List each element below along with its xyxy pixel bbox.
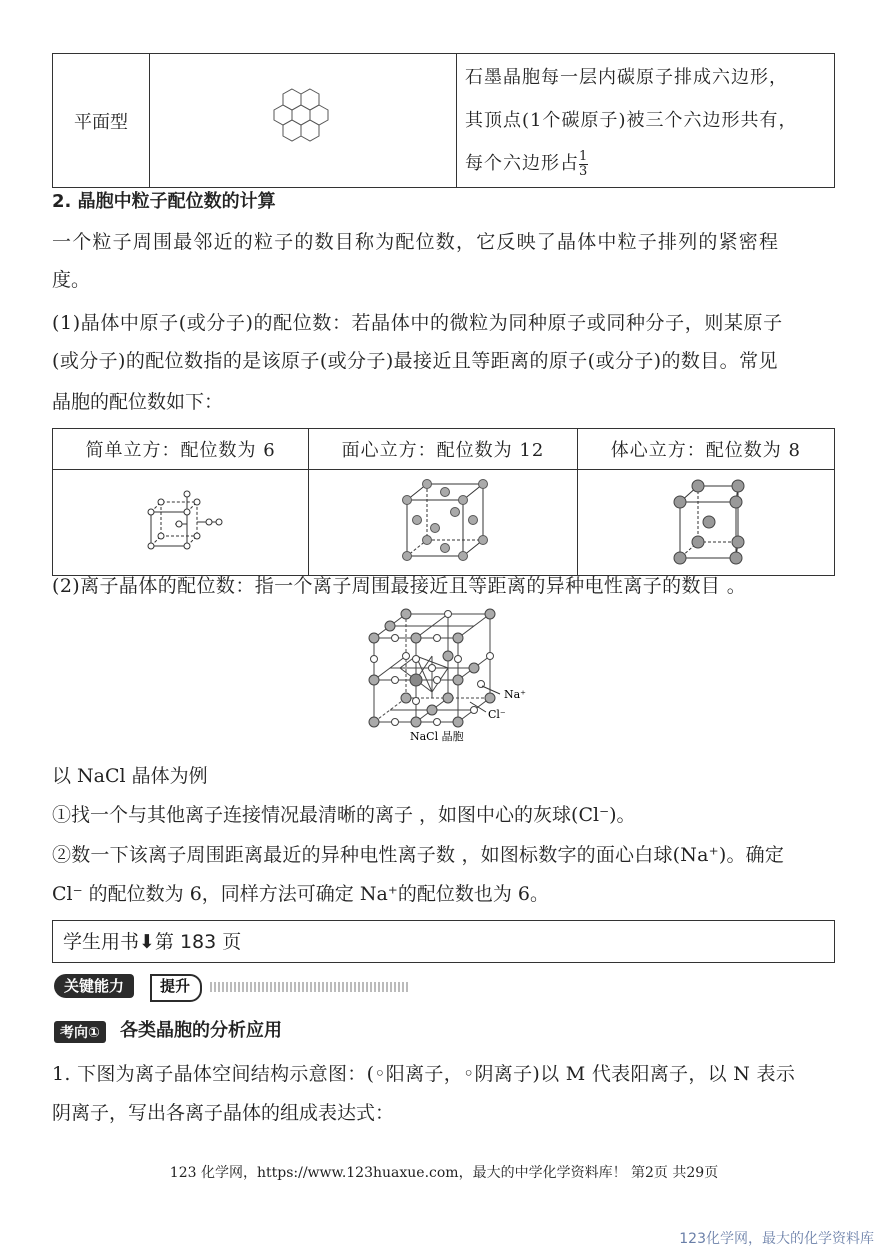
paragraph: ①找一个与其他离子连接情况最清晰的离子 ，如图中心的灰球(Cl⁻)。 — [52, 804, 636, 826]
simple-cubic-figure-cell — [53, 470, 309, 576]
paragraph: (2)离子晶体的配位数：指一个离子周围最接近且等距离的异种电性离子的数目 。 — [52, 575, 747, 597]
dotted-rule — [210, 982, 410, 992]
fcc-header: 面心立方：配位数为 12 — [309, 429, 577, 470]
hexagon — [301, 89, 319, 110]
fcc-figure-cell — [309, 470, 577, 576]
question-text: 阴离子，写出各离子晶体的组成表达式： — [52, 1102, 395, 1124]
simple-cubic-figure — [53, 470, 308, 570]
cl-label: Cl⁻ — [488, 708, 506, 721]
fcc-figure — [309, 470, 576, 570]
na-label: Na⁺ — [504, 688, 526, 701]
watermark: 123化学网，最大的化学资料库 — [679, 1231, 874, 1247]
graphite-hexagon-figure — [150, 54, 456, 183]
topic-title: 各类晶胞的分析应用 — [120, 1020, 282, 1041]
hexagon — [283, 120, 301, 141]
page-footer: 123 化学网，https://www.123huaxue.com，最大的中学化学资料库！ 第2页 共29页 — [169, 1165, 719, 1181]
bcc-figure — [578, 470, 834, 570]
book-reference-box — [52, 920, 835, 963]
section-heading: 2. 晶胞中粒子配位数的计算 — [52, 191, 276, 212]
graphite-table — [52, 53, 835, 188]
coordination-table — [52, 428, 835, 576]
type-cell: 平面型 — [53, 54, 150, 188]
paragraph: (1)晶体中原子(或分子)的配位数：若晶体中的微粒为同种原子或同种分子，则某原子 — [52, 312, 783, 334]
paragraph: 晶胞的配位数如下： — [52, 391, 224, 413]
question-text: 1. 下图为离子晶体空间结构示意图：(◦阳离子，◦阴离子)以 M 代表阳离子，以 N 表示 — [52, 1063, 796, 1085]
paragraph: 度。 — [52, 269, 91, 291]
paragraph: (或分子)的配位数指的是该原子(或分子)最接近且等距离的原子(或分子)的数目。常见 — [52, 350, 778, 372]
paragraph: 一个粒子周围最邻近的粒子的数目称为配位数，它反映了晶体中粒子排列的紧密程 — [52, 231, 780, 253]
hexagon-figure-cell — [150, 54, 457, 188]
paragraph: ②数一下该离子周围距离最近的异种电性离子数 ，如图标数字的面心白球(Na⁺)。确定 — [52, 844, 785, 866]
hexagon — [283, 89, 301, 110]
key-ability-badge: 关键能力 — [54, 974, 134, 998]
book-reference: 学生用书⬇第 183 页 — [63, 931, 242, 953]
paragraph: 以 NaCl 晶体为例 — [52, 765, 208, 787]
hexagon — [301, 120, 319, 141]
graphite-description: 石墨晶胞每一层内碳原子排成六边形， 其顶点(1个碳原子)被三个六边形共有， 每个六边形占 $\frac{1}{3}$ — [457, 54, 835, 188]
fraction: $\frac{1}{3}$ — [579, 148, 589, 179]
topic-tag: 考向① — [54, 1021, 106, 1043]
simple-cubic-header: 简单立方：配位数为 6 — [53, 429, 309, 470]
bcc-figure-cell — [577, 470, 834, 576]
paragraph: Cl⁻ 的配位数为 6，同样方法可确定 Na⁺的配位数也为 6。 — [52, 883, 549, 905]
bcc-header: 体心立方：配位数为 8 — [577, 429, 834, 470]
improve-badge: 提升 — [150, 974, 202, 1002]
figure-caption: NaCl 晶胞 — [410, 730, 464, 743]
nacl-cell-figure — [360, 608, 540, 744]
